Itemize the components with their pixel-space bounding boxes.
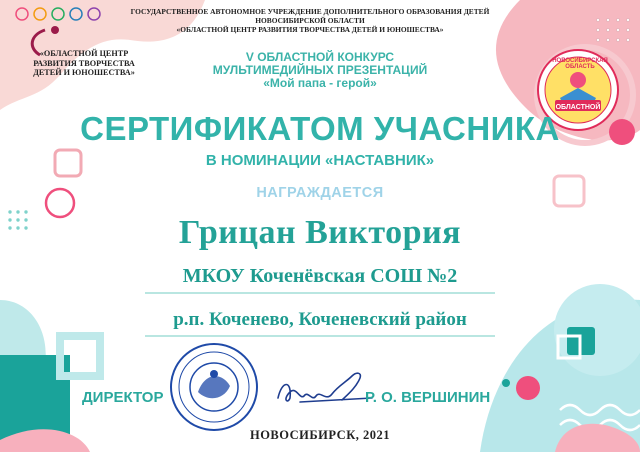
director-signature xyxy=(278,373,372,402)
location: р.п. Коченево, Коченевский район xyxy=(173,309,467,330)
director-label: ДИРЕКТОР xyxy=(82,389,164,406)
svg-text:ОБЛАСТНОЙ: ОБЛАСТНОЙ xyxy=(555,104,601,111)
bottom-right-pink-dot xyxy=(516,376,540,400)
logo-line-1: «ОБЛАСТНОЙ ЦЕНТР xyxy=(39,49,129,58)
certificate-title: СЕРТИФИКАТОМ УЧАСНИКА xyxy=(80,110,560,147)
logo-line-3: ДЕТЕЙ И ЮНОШЕСТВА» xyxy=(33,68,135,77)
city-year: НОВОСИБИРСК, 2021 xyxy=(249,428,391,442)
director-name: Р. О. ВЕРШИНИН xyxy=(365,389,491,406)
contest-line-1: V ОБЛАСТНОЙ КОНКУРС xyxy=(245,50,395,64)
header-line-2: НОВОСИБИРСКОЙ ОБЛАСТИ xyxy=(255,16,365,25)
nomination: В НОМИНАЦИИ «НАСТАВНИК» xyxy=(205,152,435,169)
organization-header xyxy=(110,7,510,34)
bottom-right-small-dot xyxy=(502,379,510,387)
school-name: МКОУ Коченёвская СОШ №2 xyxy=(182,265,458,287)
official-stamp xyxy=(171,344,257,430)
awarded-label: НАГРАЖДАЕТСЯ xyxy=(256,185,384,201)
recipient-name: Грицан Виктория xyxy=(178,214,462,251)
contest-title xyxy=(0,51,640,90)
contest-line-2: МУЛЬТИМЕДИЙНЫХ ПРЕЗЕНТАЦИЙ xyxy=(212,63,428,77)
emblem-caption: НОВОСИБИРСКАЯ ОБЛАСТЬ xyxy=(552,58,608,70)
header-line-1: ГОСУДАРСТВЕННОЕ АВТОНОМНОЕ УЧРЕЖДЕНИЕ ДОПОЛНИТЕЛЬНОГО ОБРАЗОВАНИЯ ДЕТЕЙ xyxy=(130,7,490,16)
logo-line-2: РАЗВИТИЯ ТВОРЧЕСТВА xyxy=(33,58,135,68)
header-line-3: «ОБЛАСТНОЙ ЦЕНТР РАЗВИТИЯ ТВОРЧЕСТВА ДЕТЕЙ И ЮНОШЕСТВА» xyxy=(176,25,444,34)
contest-line-3: «Мой папа - герой» xyxy=(263,76,377,90)
